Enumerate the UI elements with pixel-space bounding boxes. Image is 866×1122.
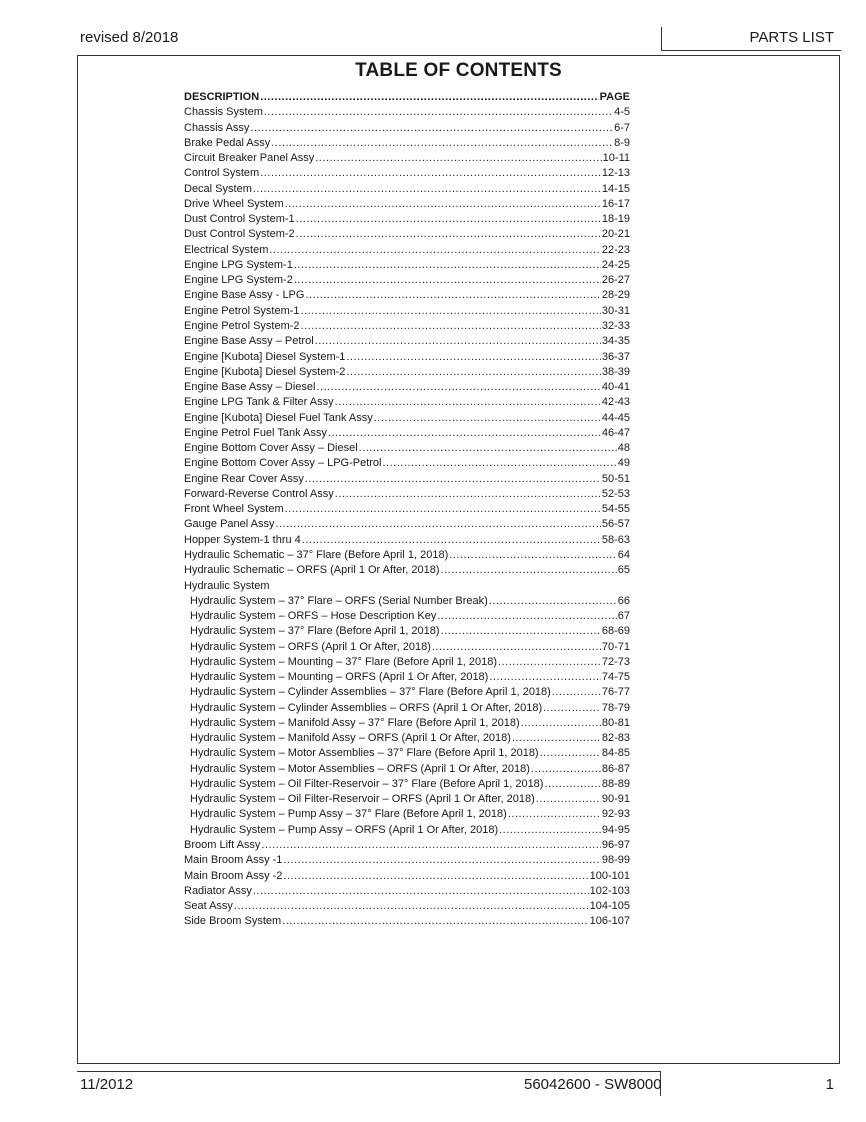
dot-leader <box>359 441 617 456</box>
toc-entry-label: Hydraulic System – Mounting – ORFS (April 1 Or After, 2018) <box>190 671 489 684</box>
dot-leader <box>499 823 601 838</box>
toc-entry-label: Radiator Assy <box>184 884 252 897</box>
toc-entry-label: Chassis System <box>184 106 263 119</box>
dot-leader <box>296 212 601 227</box>
dot-leader <box>253 182 601 197</box>
toc-entry <box>184 517 630 532</box>
toc-entry <box>184 166 630 181</box>
toc-entry <box>184 807 630 822</box>
toc-entry-page: 38-39 <box>601 365 630 378</box>
toc-entry-label: Hydraulic System – 37° Flare – ORFS (Serial Number Break) <box>190 594 488 607</box>
toc-entry <box>184 640 630 655</box>
toc-entry-label: Main Broom Assy -2 <box>184 869 283 882</box>
page-number: 1 <box>825 1076 834 1093</box>
toc-entry-label: Gauge Panel Assy <box>184 518 275 531</box>
toc-entry-label: Engine LPG System-2 <box>184 274 293 287</box>
toc-entry <box>184 609 630 624</box>
dot-leader <box>302 533 601 548</box>
dot-leader <box>508 807 601 822</box>
dot-leader <box>261 838 600 853</box>
toc-entry-page: 66 <box>617 594 630 607</box>
toc-entry <box>184 411 630 426</box>
toc-entry-label: Engine Base Assy – Petrol <box>184 335 314 348</box>
dot-leader <box>305 288 600 303</box>
dot-leader <box>315 151 601 166</box>
toc-entry <box>184 655 630 670</box>
toc-entry-page: 68-69 <box>601 625 630 638</box>
toc-entry-page: 8-9 <box>614 136 630 149</box>
dot-leader <box>269 243 601 258</box>
dot-leader <box>285 197 601 212</box>
toc-entry <box>184 365 630 380</box>
toc-entry <box>184 350 630 365</box>
dot-leader <box>335 487 601 502</box>
toc-entry <box>184 685 630 700</box>
toc-entry <box>184 227 630 242</box>
toc-entry-page: 96-97 <box>601 839 630 852</box>
toc-entry-label: Engine [Kubota] Diesel Fuel Tank Assy <box>184 411 373 424</box>
dot-leader <box>283 869 588 884</box>
toc-entry-page: 20-21 <box>601 228 630 241</box>
toc-entry <box>184 792 630 807</box>
toc-entry-page: 10-11 <box>602 152 630 165</box>
dot-leader <box>489 594 617 609</box>
toc-entry <box>184 441 630 456</box>
toc-entry-label: Engine Base Assy – Diesel <box>184 381 316 394</box>
toc-entry-page: 50-51 <box>601 472 630 485</box>
toc-entry <box>184 762 630 777</box>
toc-entry-page: 52-53 <box>601 487 630 500</box>
toc-entry-page: 65 <box>617 564 630 577</box>
toc-entry-page: 92-93 <box>601 808 630 821</box>
toc-entry-label: Broom Lift Assy <box>184 839 261 852</box>
toc-entry-label: Hydraulic System – Pump Assy – ORFS (April 1 Or After, 2018) <box>190 823 499 836</box>
toc-entry-label: Hydraulic System – Cylinder Assemblies – ORFS (April 1 Or After, 2018) <box>190 701 543 714</box>
toc-entry-page: 84-85 <box>601 747 630 760</box>
table-of-contents <box>184 90 630 930</box>
dot-leader <box>253 884 589 899</box>
toc-entry-label: Engine LPG Tank & Filter Assy <box>184 396 334 409</box>
toc-entry-page: 86-87 <box>601 762 630 775</box>
toc-entry <box>184 548 630 563</box>
toc-entry <box>184 563 630 578</box>
toc-entry <box>184 212 630 227</box>
dot-leader <box>285 502 601 517</box>
toc-entry-page: 82-83 <box>601 732 630 745</box>
dot-leader <box>234 899 589 914</box>
footer-date: 11/2012 <box>80 1076 134 1093</box>
dot-leader <box>335 395 601 410</box>
toc-entry-label: Engine Bottom Cover Assy – Diesel <box>184 442 358 455</box>
footer-rule <box>77 1071 661 1072</box>
dot-leader <box>543 701 601 716</box>
toc-entry <box>184 472 630 487</box>
toc-entry-page: 18-19 <box>601 213 630 226</box>
toc-entry <box>184 716 630 731</box>
dot-leader <box>346 365 600 380</box>
toc-entry-page: 106-107 <box>589 915 630 928</box>
dot-leader <box>276 517 601 532</box>
toc-entry-page: 24-25 <box>601 258 630 271</box>
toc-entry-label: Hydraulic System – 37° Flare (Before April 1, 2018) <box>190 625 440 638</box>
toc-entry-page: 100-101 <box>589 869 630 882</box>
toc-entry-label: Hydraulic System – Mounting – 37° Flare (Before April 1, 2018) <box>190 655 498 668</box>
dot-leader <box>271 136 613 151</box>
toc-entry <box>184 105 630 120</box>
dot-leader <box>498 655 601 670</box>
dot-leader <box>489 670 601 685</box>
toc-entry <box>184 533 630 548</box>
toc-entry-page: 58-63 <box>601 533 630 546</box>
dot-leader <box>294 273 601 288</box>
toc-entry-page: 30-31 <box>601 304 630 317</box>
header-divider <box>661 27 662 50</box>
toc-entry <box>184 182 630 197</box>
toc-entry-page: 74-75 <box>601 671 630 684</box>
dot-leader <box>441 624 601 639</box>
toc-entry <box>184 914 630 929</box>
toc-entry-label: Forward-Reverse Control Assy <box>184 487 334 500</box>
toc-entry-label: Control System <box>184 167 260 180</box>
toc-entry <box>184 701 630 716</box>
toc-entry-page: 70-71 <box>601 640 630 653</box>
toc-entry-label: Circuit Breaker Panel Assy <box>184 152 315 165</box>
toc-entry <box>184 456 630 471</box>
toc-entry-label: Engine Base Assy - LPG <box>184 289 305 302</box>
dot-leader <box>536 792 601 807</box>
toc-entry <box>184 151 630 166</box>
dot-leader <box>521 716 601 731</box>
dot-leader <box>315 334 601 349</box>
toc-entry-page: 40-41 <box>601 381 630 394</box>
toc-entry-label: Drive Wheel System <box>184 197 284 210</box>
toc-entry-page: 80-81 <box>601 716 630 729</box>
toc-entry <box>184 624 630 639</box>
header-underline <box>661 50 841 51</box>
toc-entry-label: Hydraulic System – ORFS – Hose Description Key <box>190 610 437 623</box>
toc-entry-page: 44-45 <box>601 411 630 424</box>
toc-entry-page: 102-103 <box>589 884 630 897</box>
toc-entry-page: 67 <box>617 610 630 623</box>
page-title: TABLE OF CONTENTS <box>355 60 562 81</box>
toc-entry-page: 32-33 <box>601 319 630 332</box>
section-title: PARTS LIST <box>749 29 834 46</box>
toc-entry <box>184 838 630 853</box>
toc-entry <box>184 502 630 517</box>
toc-entry-label: Hydraulic System – Pump Assy – 37° Flare (Before April 1, 2018) <box>190 808 507 821</box>
toc-entry-page: 104-105 <box>589 900 630 913</box>
toc-entry <box>184 319 630 334</box>
toc-entry-page: 54-55 <box>601 503 630 516</box>
dot-leader <box>374 411 601 426</box>
dot-leader <box>264 105 613 120</box>
toc-entry-label: Engine [Kubota] Diesel System-2 <box>184 365 346 378</box>
toc-entry <box>184 243 630 258</box>
toc-entry-page: 49 <box>617 457 630 470</box>
description-column-header: DESCRIPTION <box>184 91 260 103</box>
toc-entry <box>184 288 630 303</box>
dot-leader <box>316 380 600 395</box>
toc-entry-label: Hopper System-1 thru 4 <box>184 533 301 546</box>
toc-entry <box>184 746 630 761</box>
toc-entry <box>184 258 630 273</box>
toc-entry-label: Dust Control System-1 <box>184 213 295 226</box>
dot-leader <box>260 166 601 181</box>
toc-entry-page: 28-29 <box>601 289 630 302</box>
page-column-header: PAGE <box>599 91 630 103</box>
toc-entry <box>184 395 630 410</box>
toc-entry <box>184 304 630 319</box>
toc-entry-page: 42-43 <box>601 396 630 409</box>
toc-entry <box>184 121 630 136</box>
toc-entry-label: Hydraulic System – Motor Assemblies – ORFS (April 1 Or After, 2018) <box>190 762 530 775</box>
toc-entry-label: Main Broom Assy -1 <box>184 854 283 867</box>
toc-entry-label: Electrical System <box>184 243 269 256</box>
toc-entry <box>184 197 630 212</box>
toc-entry <box>184 853 630 868</box>
toc-entry <box>184 594 630 609</box>
dot-leader <box>301 304 601 319</box>
toc-entry-page: 4-5 <box>614 106 630 119</box>
toc-entry-label: Engine Bottom Cover Assy – LPG-Petrol <box>184 457 382 470</box>
toc-entry-label: Hydraulic System <box>184 579 270 592</box>
toc-entry-page: 14-15 <box>601 182 630 195</box>
toc-entry-page: 90-91 <box>601 793 630 806</box>
toc-entry <box>184 334 630 349</box>
toc-entry-label: Engine [Kubota] Diesel System-1 <box>184 350 346 363</box>
toc-entry <box>184 487 630 502</box>
toc-entry-label: Brake Pedal Assy <box>184 136 271 149</box>
toc-entry-label: Hydraulic System – ORFS (April 1 Or After, 2018) <box>190 640 431 653</box>
toc-entry-page: 22-23 <box>601 243 630 256</box>
toc-entry <box>184 136 630 151</box>
toc-entry-page: 94-95 <box>601 823 630 836</box>
toc-entry-label: Hydraulic System – Manifold Assy – ORFS (April 1 Or After, 2018) <box>190 732 511 745</box>
toc-header-row <box>184 90 630 105</box>
dot-leader <box>531 762 601 777</box>
document-number: 56042600 - SW8000 <box>524 1076 662 1093</box>
toc-entry-label: Hydraulic Schematic – 37° Flare (Before April 1, 2018) <box>184 548 449 561</box>
dot-leader <box>437 609 616 624</box>
toc-entry-page: 64 <box>617 548 630 561</box>
toc-entry-page: 76-77 <box>601 686 630 699</box>
toc-entry <box>184 426 630 441</box>
toc-entry <box>184 899 630 914</box>
toc-entry-page: 46-47 <box>601 426 630 439</box>
toc-entry-label: Hydraulic Schematic – ORFS (April 1 Or After, 2018) <box>184 564 440 577</box>
toc-entry-label: Hydraulic System – Cylinder Assemblies – 37° Flare (Before April 1, 2018) <box>190 686 551 699</box>
toc-entry <box>184 273 630 288</box>
toc-entry <box>184 380 630 395</box>
toc-entry-label: Hydraulic System – Manifold Assy – 37° Flare (Before April 1, 2018) <box>190 716 520 729</box>
toc-entry-page: 88-89 <box>601 777 630 790</box>
toc-entry-label: Engine Petrol Fuel Tank Assy <box>184 426 327 439</box>
toc-entry-page: 98-99 <box>601 854 630 867</box>
toc-entry-label: Engine Rear Cover Assy <box>184 472 304 485</box>
toc-entry <box>184 869 630 884</box>
toc-entry-page: 56-57 <box>601 518 630 531</box>
toc-entry-page: 34-35 <box>601 335 630 348</box>
toc-entry <box>184 579 630 594</box>
dot-leader <box>441 563 617 578</box>
toc-entry-label: Chassis Assy <box>184 121 250 134</box>
dot-leader <box>283 853 600 868</box>
toc-entry-page: 36-37 <box>601 350 630 363</box>
dot-leader <box>432 640 601 655</box>
toc-entry-label: Hydraulic System – Oil Filter-Reservoir – ORFS (April 1 Or After, 2018) <box>190 793 535 806</box>
revision-date: revised 8/2018 <box>80 29 179 46</box>
dot-leader <box>540 746 601 761</box>
dot-leader <box>296 227 601 242</box>
toc-entry-page: 48 <box>617 442 630 455</box>
toc-entry-label: Dust Control System-2 <box>184 228 295 241</box>
toc-entry-page: 26-27 <box>601 274 630 287</box>
toc-entry <box>184 884 630 899</box>
dot-leader <box>552 685 601 700</box>
toc-entry-page: 78-79 <box>601 701 630 714</box>
dot-leader <box>250 121 613 136</box>
toc-entry <box>184 670 630 685</box>
toc-entry-label: Engine Petrol System-2 <box>184 319 300 332</box>
toc-entry-page: 16-17 <box>601 197 630 210</box>
toc-entry-label: Decal System <box>184 182 252 195</box>
toc-entry-list <box>184 105 630 929</box>
dot-leader <box>301 319 601 334</box>
dot-leader <box>294 258 601 273</box>
toc-entry-label: Engine LPG System-1 <box>184 258 293 271</box>
toc-entry <box>184 731 630 746</box>
toc-entry-label: Seat Assy <box>184 900 233 913</box>
toc-entry-page: 12-13 <box>601 167 630 180</box>
toc-entry-label: Side Broom System <box>184 915 282 928</box>
dot-leader <box>346 350 600 365</box>
toc-entry-label: Hydraulic System – Motor Assemblies – 37° Flare (Before April 1, 2018) <box>190 747 539 760</box>
toc-entry <box>184 777 630 792</box>
dot-leader <box>305 472 601 487</box>
dot-leader <box>512 731 601 746</box>
toc-entry-page: 6-7 <box>614 121 630 134</box>
dot-leader <box>382 456 616 471</box>
dot-leader <box>544 777 600 792</box>
toc-entry-label: Engine Petrol System-1 <box>184 304 300 317</box>
dot-leader <box>260 90 598 105</box>
dot-leader <box>449 548 617 563</box>
toc-entry <box>184 823 630 838</box>
toc-entry-label: Front Wheel System <box>184 503 284 516</box>
dot-leader <box>328 426 601 441</box>
toc-entry-page: 72-73 <box>601 655 630 668</box>
toc-entry-label: Hydraulic System – Oil Filter-Reservoir – 37° Flare (Before April 1, 2018) <box>190 777 544 790</box>
dot-leader <box>282 914 588 929</box>
